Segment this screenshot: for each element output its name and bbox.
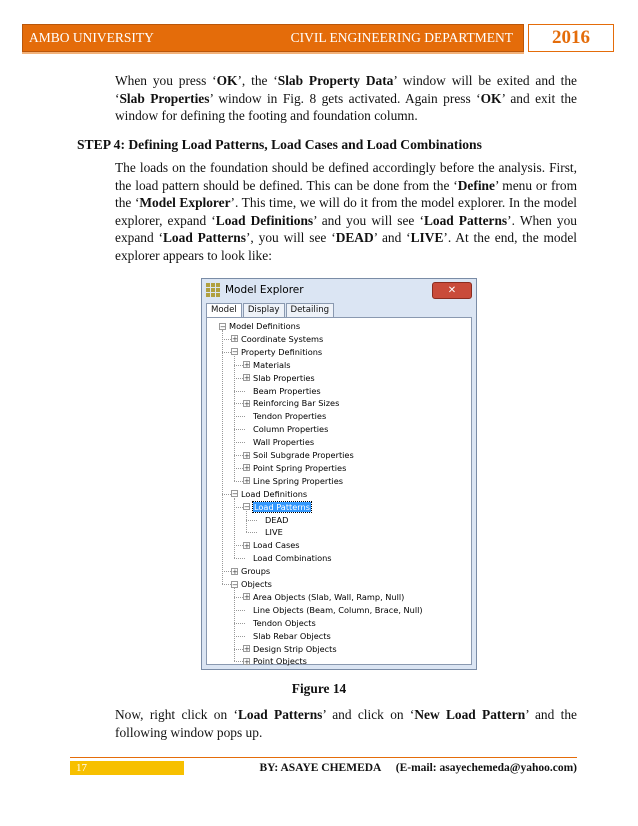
bold-run: Model Explorer <box>139 195 231 211</box>
expand-icon[interactable]: + <box>244 593 250 602</box>
model-explorer-window <box>201 278 477 670</box>
tree-item[interactable] <box>253 475 343 487</box>
text-run: ’ menu or from the ‘ <box>115 177 577 211</box>
collapse-icon[interactable]: − <box>232 490 238 499</box>
tree-connector <box>234 558 245 559</box>
tree-connector <box>246 520 257 521</box>
page-footer <box>70 760 577 776</box>
tree-item[interactable] <box>253 617 316 629</box>
expand-icon[interactable]: + <box>244 374 250 383</box>
tree-connector <box>234 623 245 624</box>
text-run: ’. When you expand ‘ <box>115 212 577 246</box>
tree-item[interactable] <box>253 436 314 448</box>
text-run: ’. This time, we will do it from the model explorer. In the model explorer, expand ‘ <box>115 195 577 228</box>
tree-item[interactable] <box>241 578 272 590</box>
tree-item-label: Column Properties <box>253 424 329 435</box>
tree-item-label: Area Objects (Slab, Wall, Ramp, Null) <box>253 591 405 602</box>
bold-run: New Load Pattern <box>414 707 526 722</box>
bold-run: Slab Properties <box>119 90 210 106</box>
figure-caption: Figure 14 <box>291 681 347 696</box>
text-run: The loads on the foundation should be defined accordingly before the analysis. First, the load pattern should be defined. This can be done from the ‘ <box>115 160 577 193</box>
text-run: ’, the ‘ <box>237 73 278 88</box>
tree-item[interactable] <box>253 552 332 564</box>
tree-item-label: Load Cases <box>253 540 300 551</box>
header-bar <box>22 24 524 52</box>
tree-item[interactable] <box>253 604 423 616</box>
author-name: BY: ASAYE CHEMEDA <box>259 762 382 774</box>
expand-icon[interactable]: + <box>244 645 250 653</box>
expand-icon[interactable]: + <box>244 464 250 473</box>
tree-connector <box>246 532 257 533</box>
collapse-icon[interactable]: − <box>232 580 238 589</box>
tree-item-label: Soil Subgrade Properties <box>253 450 354 460</box>
tree-item-label: LIVE <box>265 527 283 538</box>
window-title: Model Explorer <box>225 284 304 296</box>
explorer-tabs <box>202 301 476 318</box>
text-run: ’ and click on ‘ <box>322 707 415 722</box>
tree-item-label: Materials <box>253 359 291 370</box>
footer-author <box>260 762 577 774</box>
tree-item[interactable] <box>253 359 291 371</box>
bold-run: Load Patterns <box>237 707 323 722</box>
tree-connector <box>222 330 223 584</box>
collapse-icon[interactable]: − <box>220 322 226 331</box>
tree-item[interactable] <box>253 591 404 603</box>
text-run: ’ and the following window pops up. <box>115 707 577 740</box>
expand-icon[interactable]: + <box>244 477 250 486</box>
tree-item-label: Model Definitions <box>229 321 301 331</box>
tree-item[interactable] <box>241 346 322 358</box>
tree-connector <box>234 610 245 611</box>
tree-item[interactable] <box>229 320 300 332</box>
tree-item[interactable] <box>265 526 283 538</box>
tree-item[interactable] <box>253 655 307 667</box>
tree-item[interactable] <box>253 410 326 422</box>
text-run: ’ window will be exited and the ‘ <box>115 73 577 106</box>
step-heading: STEP 4: Defining Load Patterns, Load Cases and Load Combinations <box>77 137 482 152</box>
tree-item-label: Beam Properties <box>253 385 321 396</box>
tree-connector <box>234 429 245 430</box>
tree-item[interactable] <box>241 333 323 345</box>
window-titlebar <box>202 279 476 301</box>
bold-run: Slab Property Data <box>277 73 394 88</box>
expand-icon[interactable]: + <box>232 567 238 576</box>
university-name: AMBO UNIVERSITY <box>29 30 154 45</box>
tree-connector <box>234 636 245 637</box>
tree-connector <box>234 356 235 481</box>
bold-run: DEAD <box>335 230 374 246</box>
tab-display[interactable]: Display <box>243 303 285 318</box>
tree-item[interactable] <box>253 397 339 409</box>
tree-connector <box>234 391 245 392</box>
expand-icon[interactable]: + <box>244 451 250 460</box>
tree-item-label: Groups <box>241 566 271 577</box>
page-header <box>22 24 614 54</box>
model-tree <box>206 317 472 665</box>
collapse-icon[interactable]: − <box>244 503 250 512</box>
expand-icon[interactable]: + <box>244 399 250 408</box>
text-run: ’ and exit the window for defining the footing and foundation column. <box>115 90 577 124</box>
expand-icon[interactable]: + <box>232 335 238 344</box>
paragraph-new-load-pattern <box>115 706 577 741</box>
footer-divider <box>70 757 577 758</box>
bold-run: Load Patterns <box>163 230 246 246</box>
text-run: ’. At the end, the model explorer appears to look like: <box>115 230 577 263</box>
expand-icon[interactable]: + <box>244 657 250 666</box>
tree-item-label: Load Definitions <box>241 488 308 499</box>
page-number: 17 <box>70 761 184 775</box>
tree-item[interactable] <box>253 630 331 642</box>
tree-item[interactable] <box>253 501 311 513</box>
tree-item[interactable] <box>253 643 337 655</box>
tree-item-label: Load Combinations <box>253 553 332 564</box>
tree-connector <box>246 511 247 533</box>
tree-item-label: Design Strip Objects <box>253 643 337 654</box>
tree-item[interactable] <box>241 488 307 500</box>
text-run: ’ and you will see ‘ <box>313 212 424 228</box>
bold-run: OK <box>216 73 238 88</box>
bold-run: Load Definitions <box>215 212 314 228</box>
tree-item-label: Objects <box>241 579 272 589</box>
app-grid-icon <box>206 283 220 297</box>
tree-item[interactable] <box>253 462 346 474</box>
tree-item-label: Reinforcing Bar Sizes <box>253 398 340 409</box>
tree-item[interactable] <box>253 372 315 384</box>
tree-item-label: Coordinate Systems <box>241 333 324 344</box>
header-year: 2016 <box>528 24 614 52</box>
tree-item-label: Load Patterns <box>254 501 310 512</box>
tree-item[interactable] <box>253 385 321 397</box>
tree-connector <box>234 442 245 443</box>
bold-run: LIVE <box>410 230 444 246</box>
bold-run: Load Patterns <box>423 212 508 228</box>
tree-item-label: Property Definitions <box>241 346 323 357</box>
expand-icon[interactable]: + <box>244 361 250 370</box>
tree-item[interactable] <box>241 565 270 577</box>
bold-run: OK <box>480 90 502 106</box>
tree-item-label: Slab Properties <box>253 372 315 383</box>
paragraph-ok-instructions <box>115 72 577 125</box>
tree-item[interactable] <box>253 539 300 551</box>
collapse-icon[interactable]: − <box>232 348 238 357</box>
tree-item-label: Wall Properties <box>253 437 315 448</box>
tree-item-label: DEAD <box>265 514 289 525</box>
tree-item-label: Point Spring Properties <box>253 462 347 473</box>
text-run: Now, right click on ‘ <box>115 707 238 722</box>
tree-item-label: Line Objects (Beam, Column, Brace, Null) <box>253 604 423 615</box>
tree-item[interactable] <box>253 423 328 435</box>
text-run: When you press ‘ <box>115 73 217 88</box>
tree-connector <box>234 416 245 417</box>
tree-item-label: Point Objects <box>253 656 307 667</box>
department-name: CIVIL ENGINEERING DEPARTMENT <box>290 30 513 45</box>
tree-item-label: Line Spring Properties <box>253 475 344 486</box>
tree-connector <box>234 588 235 661</box>
paragraph-load-patterns <box>115 159 577 265</box>
close-icon[interactable]: ✕ <box>432 282 472 299</box>
tree-item-label: Slab Rebar Objects <box>253 630 331 641</box>
author-email: (E-mail: asayechemeda@yahoo.com) <box>395 762 577 774</box>
expand-icon[interactable]: + <box>244 541 250 550</box>
text-run: ’ and ‘ <box>373 230 411 246</box>
tree-item-label: Tendon Properties <box>253 411 327 422</box>
bold-run: Define <box>457 177 495 193</box>
tree-item-label: Tendon Objects <box>253 617 316 628</box>
tree-item[interactable] <box>253 449 354 461</box>
text-run: ’ window in Fig. 8 gets activated. Again press ‘ <box>209 90 481 106</box>
tab-detailing[interactable]: Detailing <box>286 303 335 318</box>
text-run: ’, you will see ‘ <box>245 230 336 246</box>
tab-model[interactable]: Model <box>206 303 242 318</box>
tree-item[interactable] <box>265 514 288 526</box>
